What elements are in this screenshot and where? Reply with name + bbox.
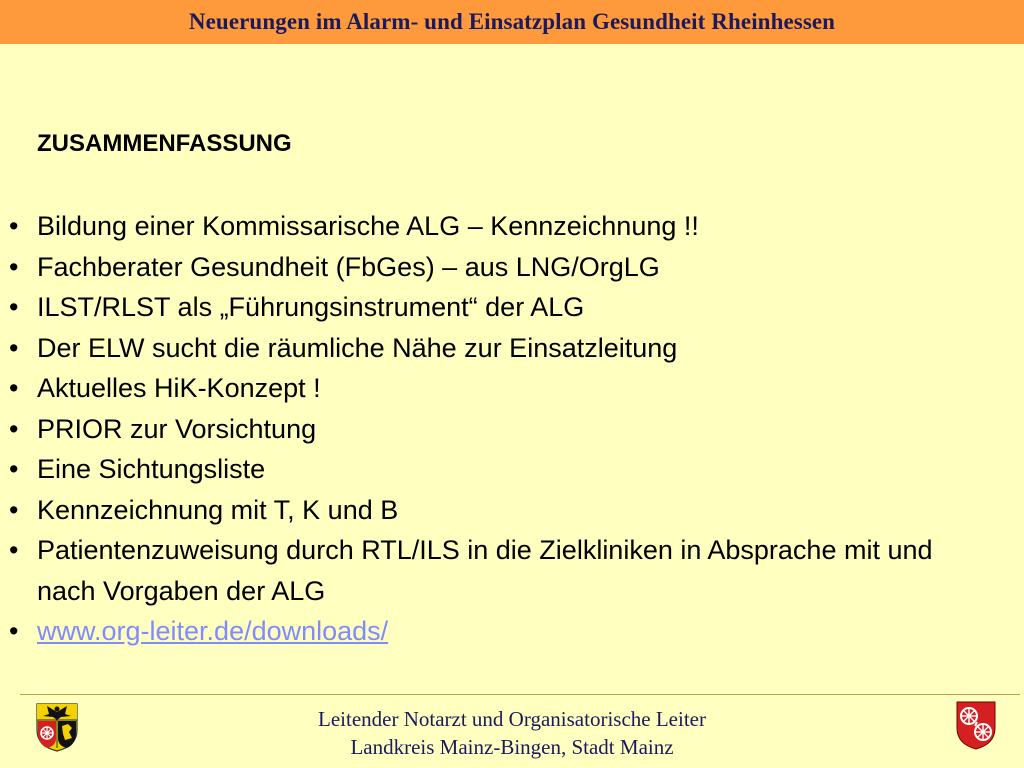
list-item: • Bildung einer Kommissarische ALG – Kennzeichnung !!: [37, 206, 997, 247]
bullet-glyph: •: [9, 454, 19, 484]
bullet-glyph: •: [9, 616, 19, 646]
bullet-glyph: •: [9, 251, 19, 282]
bullet-list: [9, 206, 997, 652]
slide-content: [9, 124, 997, 652]
footer-line-2: Landkreis Mainz-Bingen, Stadt Mainz: [350, 735, 674, 759]
section-heading: ZUSAMMENFASSUNG: [37, 130, 292, 157]
header-bar: [0, 0, 1024, 44]
bullet-glyph: •: [9, 292, 19, 322]
bullet-glyph: •: [9, 494, 19, 525]
list-item: • Patientenzuweisung durch RTL/ILS in die Zielkliniken in Absprache mit und nach Vorgaben der ALG: [37, 530, 997, 611]
list-item: • Aktuelles HiK-Konzept !: [37, 368, 997, 409]
footer: [0, 700, 1024, 768]
list-item: • Kennzeichnung mit T, K und B: [37, 490, 997, 531]
bullet-glyph: •: [9, 373, 19, 403]
list-item: • Der ELW sucht die räumliche Nähe zur Einsatzleitung: [37, 328, 997, 369]
bullet-glyph: •: [9, 413, 19, 444]
mainz-crest-icon: [955, 700, 997, 755]
footer-text: [230, 705, 794, 761]
footer-divider: [20, 694, 1020, 695]
list-item: • ILST/RLST als „Führungsinstrument“ der ALG: [37, 287, 997, 328]
list-item: • PRIOR zur Vorsichtung: [37, 409, 997, 450]
list-item: • Fachberater Gesundheit (FbGes) – aus LNG/OrgLG: [37, 247, 997, 288]
bullet-glyph: •: [9, 535, 19, 565]
list-item-link: [9, 611, 997, 652]
downloads-link[interactable]: www.org-leiter.de/downloads/: [37, 616, 389, 646]
list-item: • Eine Sichtungsliste: [37, 449, 997, 490]
slide-title: Neuerungen im Alarm- und Einsatzplan Gesundheit Rheinhessen: [188, 9, 836, 34]
bullet-glyph: •: [9, 332, 19, 363]
footer-line-1: Leitender Notarzt und Organisatorische Leiter: [318, 707, 706, 731]
bullet-glyph: •: [9, 211, 19, 241]
